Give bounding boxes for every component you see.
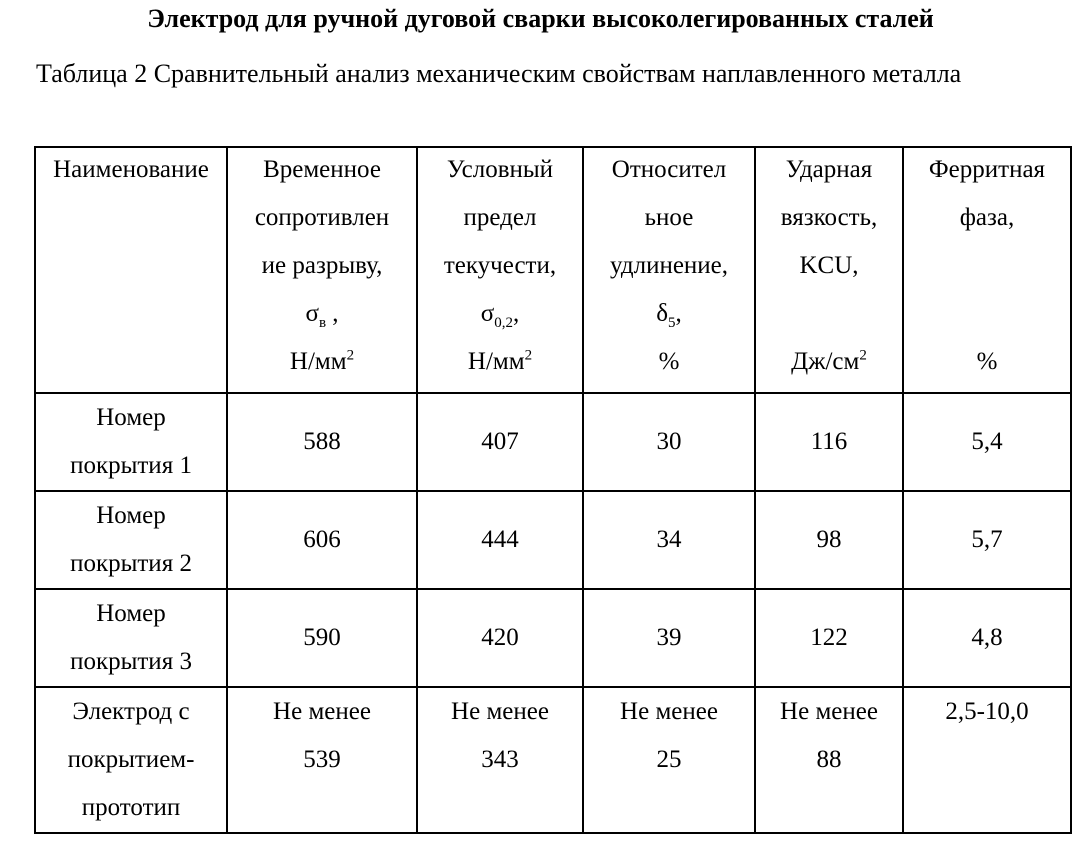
header-unit: %: [976, 348, 998, 375]
value-cell: 5,7: [903, 491, 1071, 589]
header-line: Относител: [611, 156, 727, 183]
value-cell: [227, 687, 417, 833]
header-line: KCU,: [799, 252, 859, 279]
header-line: Условный: [446, 156, 554, 183]
value-cell: 34: [583, 491, 755, 589]
row-name-cell: [35, 687, 227, 833]
header-name: [35, 147, 227, 393]
header-ferrite-phase: [903, 147, 1071, 393]
value-cell: 39: [583, 589, 755, 687]
header-line: Ферритная: [928, 156, 1046, 183]
header-line: [908, 292, 1066, 340]
value-line: 2,5-10,0: [945, 698, 1029, 725]
header-yield-strength: [417, 147, 583, 393]
page-title: Электрод для ручной дуговой сварки высоколегированных сталей: [147, 4, 934, 33]
table-row: [35, 491, 1071, 589]
row-name-line: покрытием-: [67, 746, 195, 773]
row-name-cell: [35, 393, 227, 491]
value-cell: [417, 687, 583, 833]
value-cell: 4,8: [903, 589, 1071, 687]
header-elongation: [583, 147, 755, 393]
row-name-line: Номер: [96, 404, 166, 431]
value-line: Не менее: [451, 698, 549, 725]
value-cell: 5,4: [903, 393, 1071, 491]
value-line: Не менее: [780, 698, 878, 725]
value-line: 539: [303, 746, 341, 773]
row-name-line: Номер: [96, 502, 166, 529]
value-line: Не менее: [273, 698, 371, 725]
table-row: [35, 393, 1071, 491]
value-cell: 30: [583, 393, 755, 491]
row-name-line: Электрод с: [72, 698, 190, 725]
value-cell: [583, 687, 755, 833]
row-name-line: покрытия 3: [70, 648, 192, 675]
header-line: ьное: [644, 204, 694, 231]
header-unit: %: [658, 348, 680, 375]
value-cell: 588: [227, 393, 417, 491]
header-line: [908, 244, 1066, 292]
header-symbol: $\sigma_{0,2}$,: [480, 300, 520, 331]
value-line: 25: [656, 746, 682, 773]
row-name-line: покрытия 1: [70, 452, 192, 479]
header-impact-strength: [755, 147, 903, 393]
row-name-line: прототип: [81, 794, 181, 821]
header-line: сопротивлен: [254, 204, 390, 231]
header-row: [35, 147, 1071, 393]
header-line: удлинение,: [609, 252, 729, 279]
header-line: вязкость,: [780, 204, 878, 231]
header-line: Временное: [263, 156, 381, 183]
value-cell: 98: [755, 491, 903, 589]
value-cell: 444: [417, 491, 583, 589]
header-line: [760, 292, 898, 340]
header-unit: $Дж/см^2$: [791, 347, 867, 375]
value-cell: 606: [227, 491, 417, 589]
value-cell: 116: [755, 393, 903, 491]
header-line: текучести,: [443, 252, 557, 279]
header-unit: $Н/мм^2$: [289, 347, 355, 375]
header-symbol: $\delta_5$,: [656, 300, 682, 331]
header-line: фаза,: [959, 204, 1015, 231]
header-symbol: $\sigma_в$ ,: [305, 300, 339, 331]
row-name-cell: [35, 589, 227, 687]
header-line: ие разрыву,: [261, 252, 383, 279]
value-cell: [755, 687, 903, 833]
value-cell: 407: [417, 393, 583, 491]
value-cell: [903, 687, 1071, 833]
header-unit: $Н/мм^2$: [467, 347, 533, 375]
table-row: [35, 589, 1071, 687]
header-line: предел: [463, 204, 537, 231]
value-line: 343: [481, 746, 519, 773]
value-cell: 122: [755, 589, 903, 687]
row-name-line: Номер: [96, 600, 166, 627]
value-line: Не менее: [620, 698, 718, 725]
value-cell: 420: [417, 589, 583, 687]
value-line: 88: [816, 746, 842, 773]
mechanical-properties-table: [34, 146, 1072, 834]
row-name-cell: [35, 491, 227, 589]
header-line: Наименование: [53, 156, 209, 183]
value-cell: 590: [227, 589, 417, 687]
header-tensile-strength: [227, 147, 417, 393]
prototype-row: [35, 687, 1071, 833]
row-name-line: покрытия 2: [70, 550, 192, 577]
table-caption: Таблица 2 Сравнительный анализ механическим свойствам наплавленного металла: [36, 59, 962, 88]
header-line: Ударная: [785, 156, 873, 183]
